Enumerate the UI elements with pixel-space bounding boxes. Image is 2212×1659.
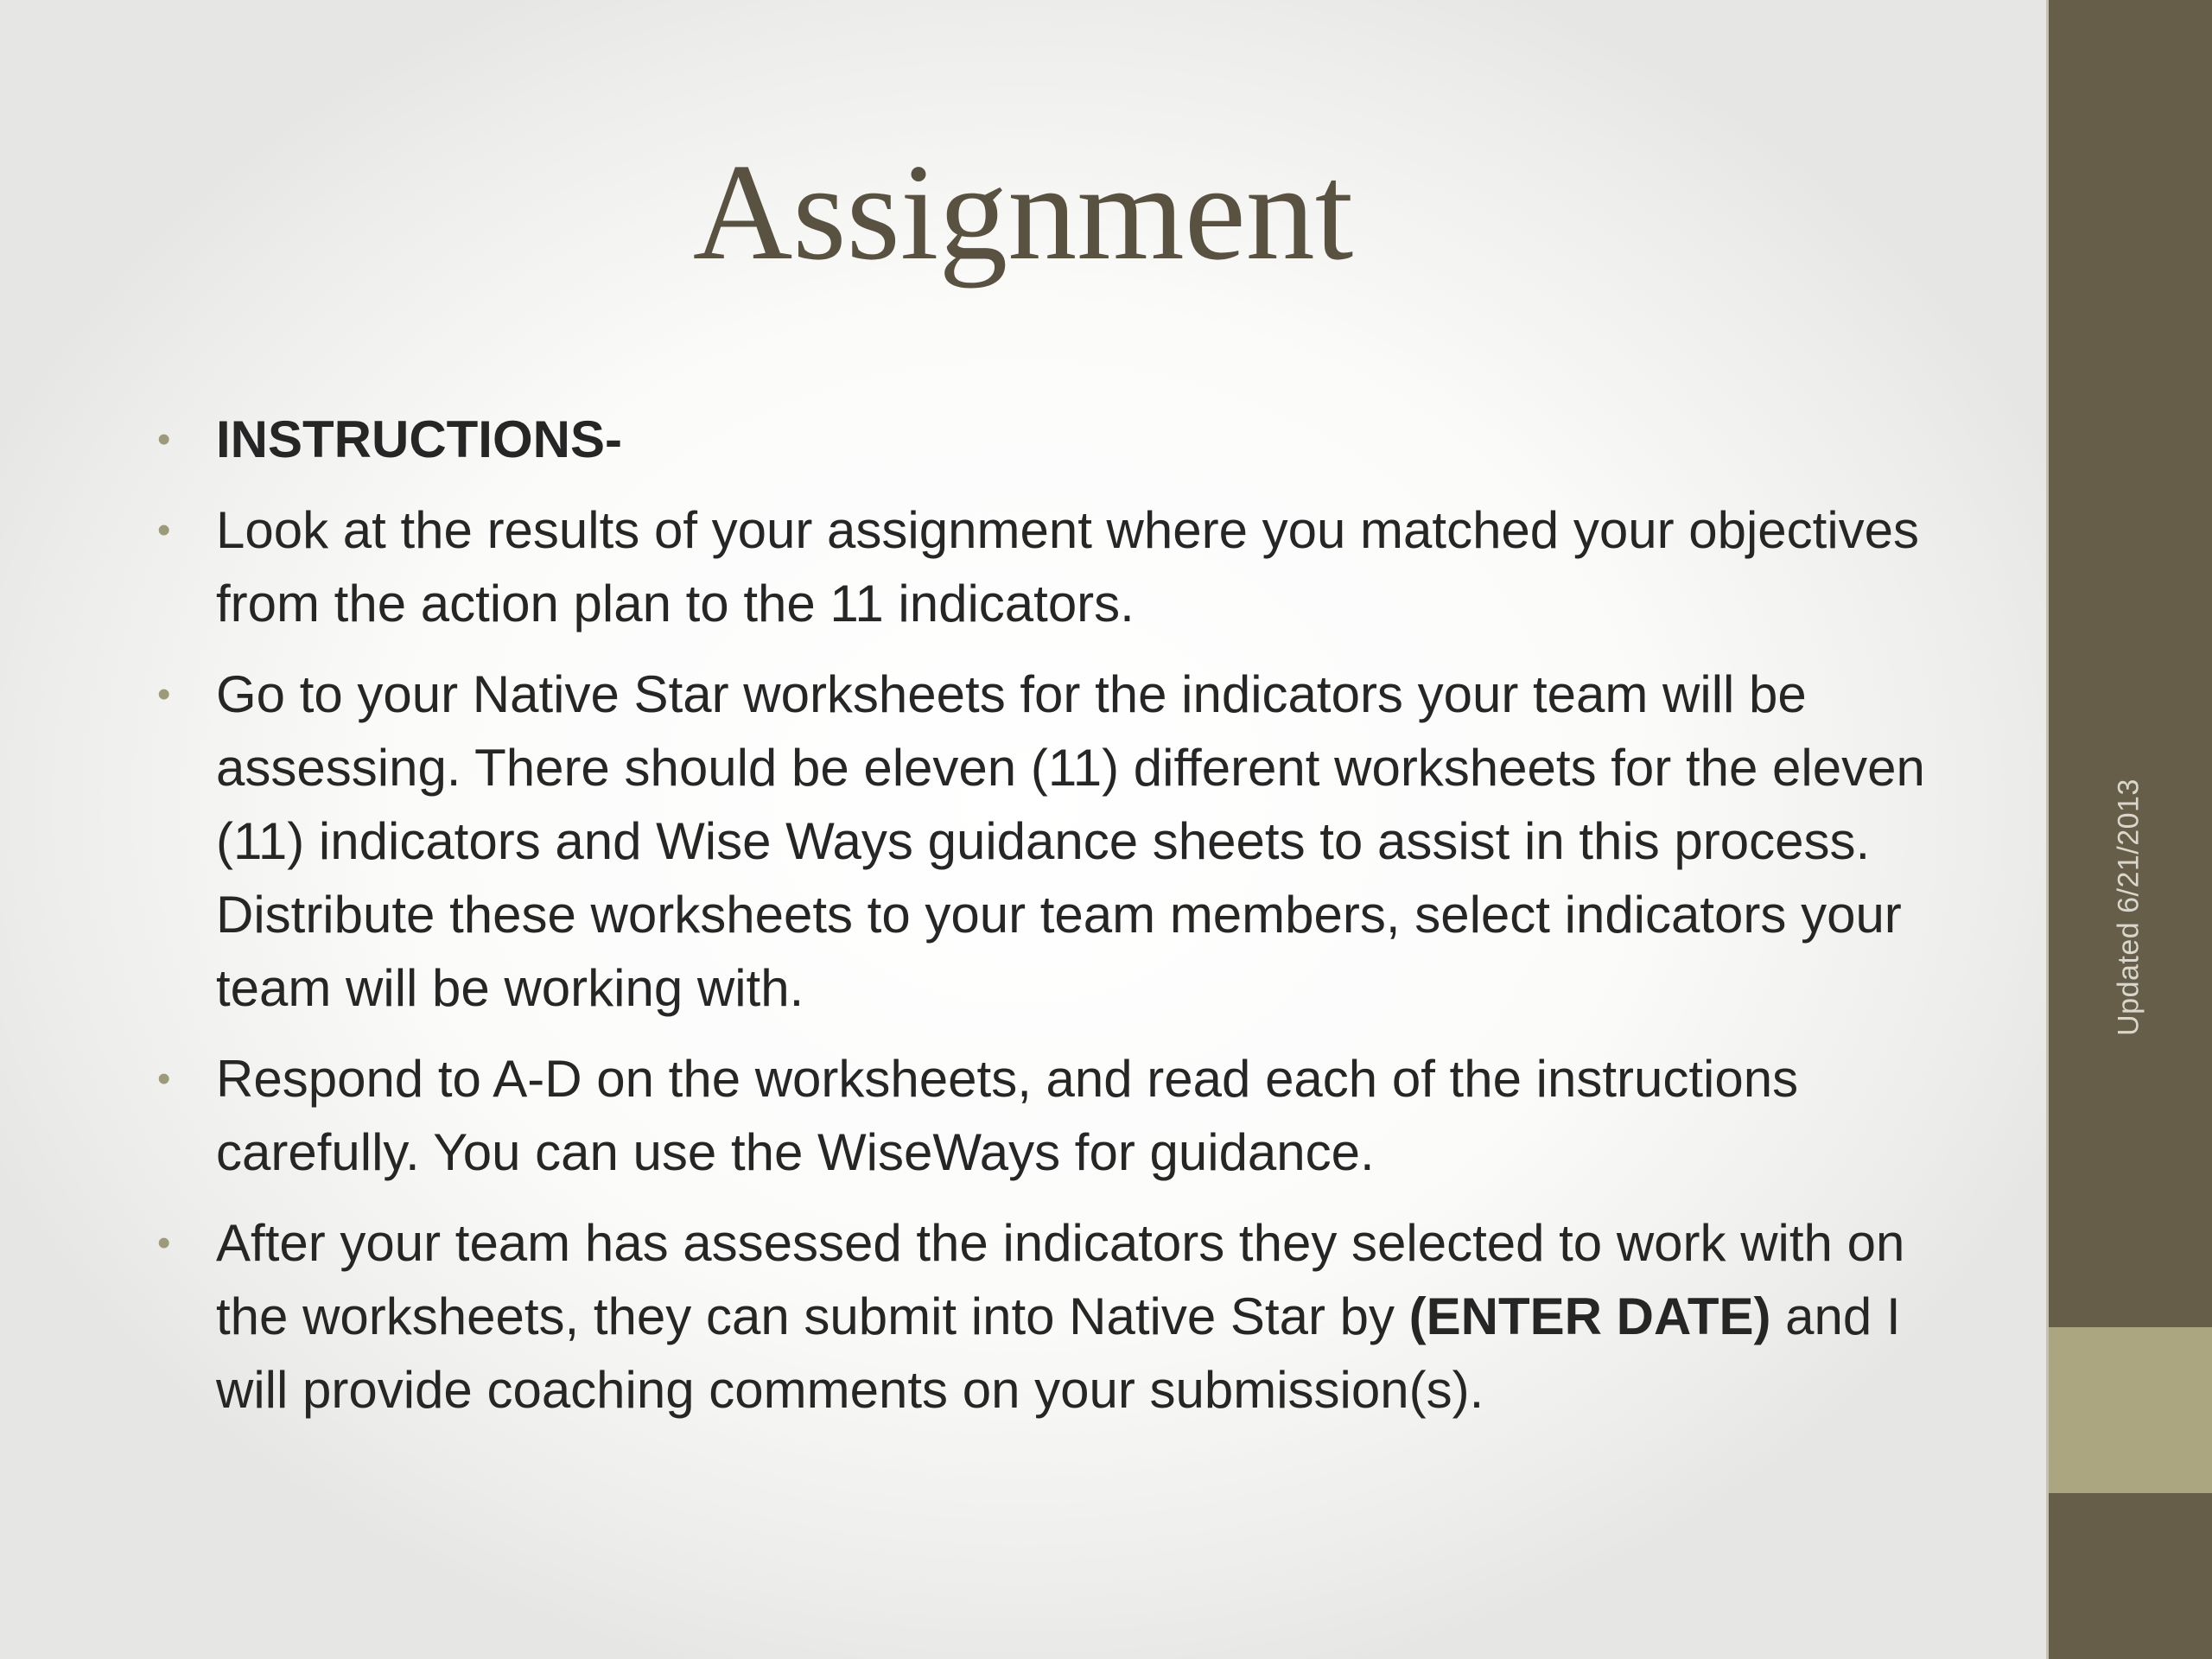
bullet-dot-icon: • xyxy=(157,673,171,715)
bullet-respond xyxy=(157,1042,1929,1189)
bullet-dot-icon: • xyxy=(157,418,171,461)
bullet-text: Look at the results of your assignment where you matched your objectives from the action plan to the 11 indicators. xyxy=(216,501,1920,632)
bullet-submit xyxy=(157,1206,1929,1427)
bullet-list xyxy=(157,403,1929,1444)
bullet-text-before: After your team has assessed the indicators they selected to work with on the worksheets, they can submit into Native Star by xyxy=(216,1214,1905,1345)
slide-title: Assignment xyxy=(692,135,1354,289)
bullet-go-to-worksheets xyxy=(157,658,1929,1025)
bullet-text: Go to your Native Star worksheets for the indicators your team will be assessing. There should be eleven (11) different worksheets for the eleven (11) indicators and Wise Ways guidance sheets to assist in this process. Distribute these worksheets to your team members, select indicators your team will be working with. xyxy=(216,665,1925,1017)
bullet-look-at-results xyxy=(157,493,1929,640)
bullet-dot-icon: • xyxy=(157,1222,171,1264)
bullet-dot-icon: • xyxy=(157,1058,171,1100)
side-bar-accent-block xyxy=(2046,1327,2212,1493)
instructions-heading: INSTRUCTIONS- xyxy=(216,410,622,468)
bullet-dot-icon: • xyxy=(157,509,171,551)
bullet-text-after: and I will provide coaching comments on your submission(s). xyxy=(216,1287,1901,1419)
updated-date-label: Updated 6/21/2013 xyxy=(2112,779,2145,1036)
enter-date-emphasis: (ENTER DATE) xyxy=(1408,1287,1771,1345)
bullet-text: Respond to A-D on the worksheets, and read each of the instructions carefully. You can use the WiseWays for guidance. xyxy=(216,1050,1799,1181)
bullet-instructions xyxy=(157,403,1929,476)
